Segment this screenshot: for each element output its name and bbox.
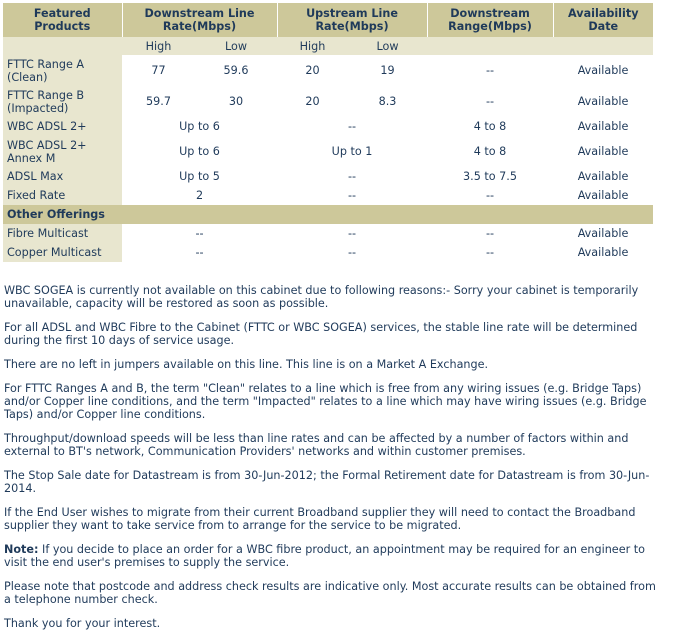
downstream-range: -- <box>485 246 495 259</box>
upstream-rate: -- <box>347 189 357 202</box>
table-header-row <box>3 3 653 37</box>
downstream-range: -- <box>485 95 495 108</box>
table-row-fixed-rate <box>3 186 653 205</box>
downstream-high: 59.7 <box>146 95 171 108</box>
note-thanks: Thank you for your interest. <box>4 617 161 630</box>
header-featured-products: Featured Products <box>3 3 122 37</box>
downstream-low: 30 <box>228 95 244 108</box>
subheader-blank <box>553 37 653 55</box>
availability: Available <box>577 189 629 202</box>
upstream-rate: -- <box>347 170 357 183</box>
downstream-range: 4 to 8 <box>473 145 507 158</box>
note-throughput: Throughput/download speeds will be less than line rates and can be affected by a number of factors within and external to BT's network, Communication Providers' networks and within customer premises. <box>4 432 629 458</box>
availability: Available <box>577 120 629 133</box>
downstream-high: 77 <box>151 64 166 77</box>
subheader-down-low: Low <box>195 37 277 55</box>
note-jumpers: There are no left in jumpers available on this line. This line is on a Market A Exchange. <box>4 358 489 371</box>
availability: Available <box>577 145 629 158</box>
subheader-up-high: High <box>277 37 348 55</box>
product-name: FTTC Range B (Impacted) <box>3 86 122 117</box>
upstream-high: 20 <box>305 95 320 108</box>
availability: Available <box>577 64 629 77</box>
subheader-blank <box>427 37 553 55</box>
upstream-rate: Up to 1 <box>331 145 373 158</box>
downstream-rate: -- <box>195 227 204 240</box>
downstream-range: -- <box>485 189 495 202</box>
downstream-range: 4 to 8 <box>473 120 507 133</box>
product-name: WBC ADSL 2+ <box>3 117 122 136</box>
upstream-rate: -- <box>347 120 357 133</box>
header-downstream-range: Downstream Range(Mbps) <box>427 3 553 37</box>
downstream-rate: Up to 6 <box>179 145 220 158</box>
note-postcode: Please note that postcode and address check results are indicative only. Most accurate results can be obtained from a telephone number check. <box>4 580 656 606</box>
note-stop-sale: The Stop Sale date for Datastream is from 30-Jun-2012; the Formal Retirement date for Datastream is from 30-Jun-2014. <box>4 469 650 495</box>
header-downstream-line-rate: Downstream Line Rate(Mbps) <box>122 3 277 37</box>
availability: Available <box>577 246 629 259</box>
note-migrate: If the End User wishes to migrate from their current Broadband supplier they will need to contact the Broadband supplier they want to take service from to arrange for the service to be migrated. <box>4 506 636 532</box>
table-row-wbc-adsl2-annex-m <box>3 136 653 167</box>
upstream-low: 19 <box>380 64 395 77</box>
product-name: Copper Multicast <box>3 243 122 262</box>
table-subheader-row <box>3 37 653 55</box>
upstream-high: 20 <box>305 64 320 77</box>
subheader-up-low: Low <box>348 37 427 55</box>
table-row-fibre-multicast <box>3 224 653 243</box>
downstream-rate: -- <box>195 246 204 259</box>
subheader-down-high: High <box>122 37 195 55</box>
product-name: WBC ADSL 2+ Annex M <box>3 136 122 167</box>
table-row-adsl-max <box>3 167 653 186</box>
downstream-low: 59.6 <box>223 64 249 77</box>
other-offerings-heading-row <box>3 205 653 224</box>
product-name: Fixed Rate <box>3 186 122 205</box>
downstream-rate: Up to 5 <box>179 170 220 183</box>
note-clean-impacted: For FTTC Ranges A and B, the term "Clean" relates to a line which is free from any wiring issues (e.g. Bridge Taps) and/or Copper line conditions, and the term "Impacted" relates to a line which may have wiring issues (e.g. Bridge Taps) and/or Copper line conditions. <box>4 382 647 421</box>
table-row-fttc-range-b <box>3 86 653 117</box>
upstream-rate: -- <box>347 246 357 259</box>
availability: Available <box>577 95 629 108</box>
note-appointment-text: If you decide to place an order for a WBC fibre product, an appointment may be required for an engineer to visit the end user's premises to supply the service. <box>4 543 645 569</box>
downstream-range: -- <box>485 64 495 77</box>
product-name: Fibre Multicast <box>3 224 122 243</box>
downstream-rate: 2 <box>195 189 204 202</box>
line-rates-table <box>3 3 653 262</box>
notes-section <box>4 284 664 641</box>
product-name: ADSL Max <box>3 167 122 186</box>
note-appointment <box>4 543 664 569</box>
upstream-low: 8.3 <box>378 95 397 108</box>
table-row-copper-multicast <box>3 243 653 262</box>
note-label: Note: <box>4 543 39 556</box>
downstream-rate: Up to 6 <box>179 120 220 133</box>
note-sogea: WBC SOGEA is currently not available on this cabinet due to following reasons:- Sorry your cabinet is temporarily unavailable, capacity will be restored as soon as possible. <box>4 284 639 310</box>
header-upstream-line-rate: Upstream Line Rate(Mbps) <box>277 3 427 37</box>
other-offerings-heading: Other Offerings <box>3 205 653 224</box>
availability: Available <box>577 227 629 240</box>
header-availability-date: Availability Date <box>553 3 653 37</box>
downstream-range: 3.5 to 7.5 <box>463 170 517 183</box>
subheader-blank <box>3 37 122 55</box>
product-name: FTTC Range A (Clean) <box>3 55 122 86</box>
upstream-rate: -- <box>347 227 357 240</box>
table-row-fttc-range-a <box>3 55 653 86</box>
availability: Available <box>577 170 629 183</box>
table-row-wbc-adsl2 <box>3 117 653 136</box>
note-stable-rate: For all ADSL and WBC Fibre to the Cabinet (FTTC or WBC SOGEA) services, the stable line rate will be determined during the first 10 days of service usage. <box>4 321 638 347</box>
downstream-range: -- <box>485 227 495 240</box>
